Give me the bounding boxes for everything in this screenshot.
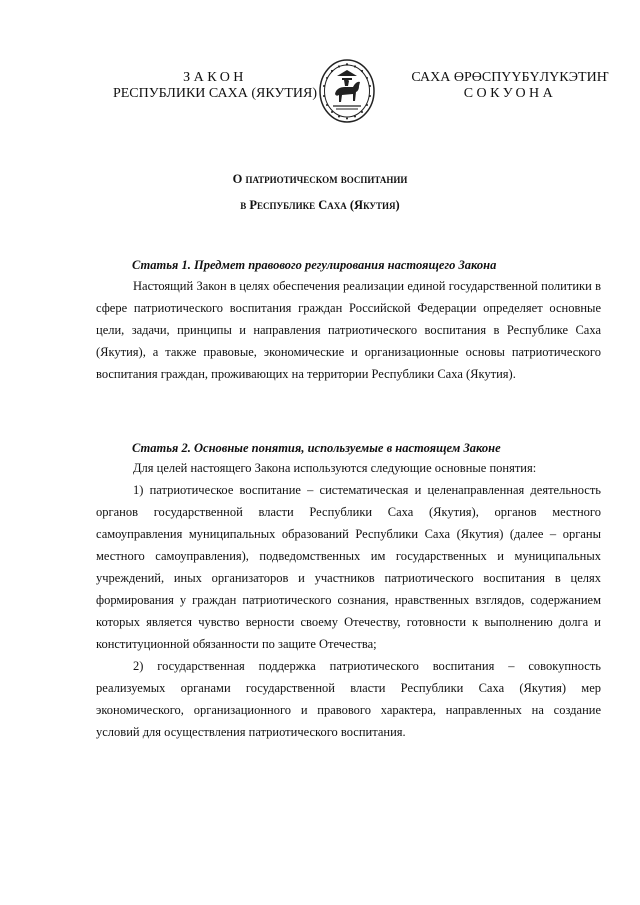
article-2-heading: Статья 2. Основные понятия, используемые в настоящем Законе <box>132 441 501 455</box>
law-label-yakut: СОКУОНА <box>463 86 557 101</box>
document-title <box>0 166 640 218</box>
header-left <box>100 70 330 102</box>
law-label: ЗАКОН <box>183 70 247 85</box>
republic-name-yakut: САХА ӨРӨСПҮҮБҮЛҮКЭТИҤ <box>411 70 609 85</box>
article-1-text: Настоящий Закон в целях обеспечения реализации единой государственной политики в сфере патриотического воспитания граждан Российской Федерации определяет основные цели, задачи, принципы и направления патриотического воспитания в Республике Саха (Якутия), а также правовые, экономические и организационные основы патриотического воспитания граждан, проживающих на территории Республики Саха (Якутия). <box>96 279 601 381</box>
republic-name: РЕСПУБЛИКИ САХА (ЯКУТИЯ) <box>112 86 318 101</box>
article-2-item-1: 1) патриотическое воспитание – систематическая и целенаправленная деятельность органов государственной власти Республики Саха (Якутия), органов местного самоуправления муниципальных образований Республики Саха (Якутия) (далее – органы местного самоуправления), подведомственных им государственных и муниципальных учреждений, иных организаторов и участников патриотического воспитания в целях формирования у граждан патриотического сознания, нравственных взглядов, содержанием которых является чувство верности своему Отечеству, готовности к выполнению долга и конституционной обязанности по защите Отечества; <box>96 483 601 651</box>
title-line-2: в Республике Саха (Якутия) <box>240 198 400 212</box>
article-2-item-2: 2) государственная поддержка патриотического воспитания – совокупность реализуемых органами государственной власти Республики Саха (Якутия) мер экономического, организационного и правового характера, направленных на создание условий для осуществления патриотического воспитания. <box>96 659 601 739</box>
article-1-heading: Статья 1. Предмет правового регулирования настоящего Закона <box>132 258 497 272</box>
coat-of-arms-icon <box>318 58 376 124</box>
article-2-intro: Для целей настоящего Закона используются следующие основные понятия: <box>133 461 537 475</box>
title-line-1: О патриотическом воспитании <box>232 172 408 186</box>
header-right <box>405 70 615 102</box>
